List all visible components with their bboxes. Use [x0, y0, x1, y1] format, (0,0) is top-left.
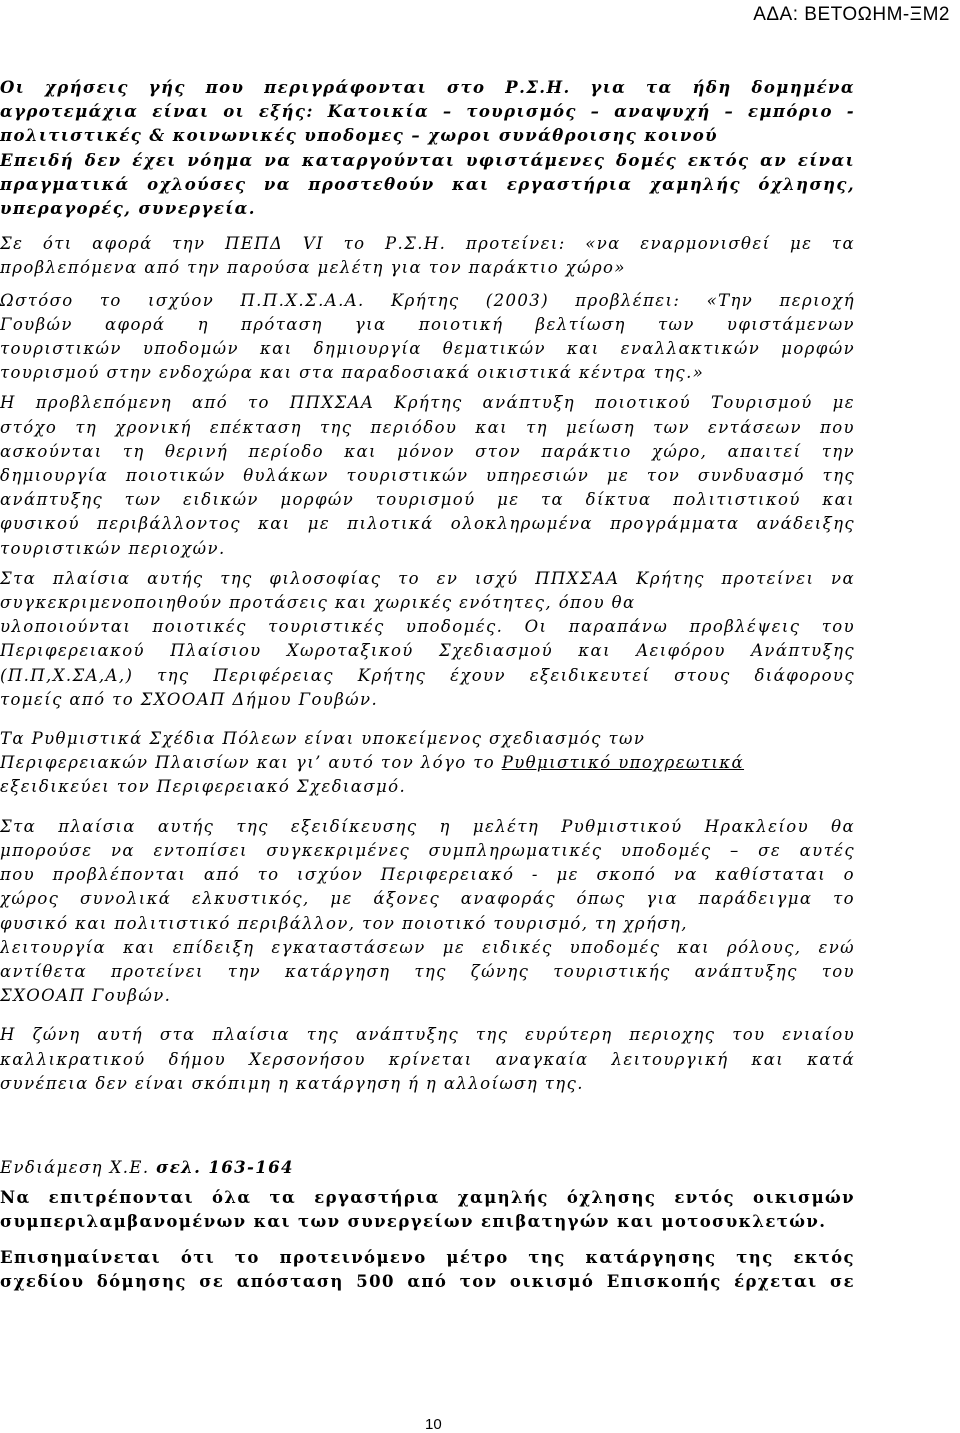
text-line: Γουβών αφορά η πρόταση για ποιοτική βελτίωση των υφιστάμενων: [0, 314, 855, 334]
paragraph-existing-structures: [0, 149, 855, 222]
text-line: συμπεριλαμβανομένων και των συνεργείων επιβατηγών και μοτοσυκλετών.: [0, 1212, 827, 1232]
text-line: που προβλέπονται από το ισχύον Περιφερειακό - με σκοπό να καθίσταται ο: [0, 865, 855, 885]
text-line: φυσικού περιβάλλοντος και με πιλοτικά ολοκληρωμένα προγράμματα ανάδειξης: [0, 514, 855, 534]
document-body: [0, 76, 855, 1294]
reference-pages: σελ. 163-164: [156, 1157, 294, 1177]
text-line: πραγματικά οχλούσες να προστεθούν και εργαστήρια χαμηλής όχλησης,: [0, 174, 855, 194]
text-line: Να επιτρέπονται όλα τα εργαστήρια χαμηλής όχλησης εντός οικισμών: [0, 1188, 855, 1208]
text-line: Η ζώνη αυτή στα πλαίσια της ανάπτυξης της ευρύτερη περιοχης του ενιαίου: [0, 1025, 855, 1045]
text-line: υπεραγορές, συνεργεία.: [0, 199, 256, 219]
text-line: μπορούσε να εντοπίσει συγκεκριμένες συμπληρωματικές υποδομές – σε αυτές: [0, 840, 855, 860]
text-line: χώρος συνολικά ελκυστικός, με άξονες αναφοράς όπως για παράδειγμα το: [0, 889, 855, 909]
text-line: ανάπτυξης των ειδικών μορφών τουρισμού με τα δίκτυα πολιτιστικού και: [0, 490, 855, 510]
paragraph-zone-hersonissos: [0, 1023, 855, 1096]
text-line: Επειδή δεν έχει νόημα να καταργούνται υφιστάμενες δομές εκτός αν είναι: [0, 150, 855, 170]
text-line: ΣΧΟΟΑΠ Γουβών.: [0, 986, 172, 1006]
text-line: Επισημαίνεται ότι το προτεινόμενο μέτρο της κατάργησης της εκτός: [0, 1247, 855, 1267]
text-line: αγροτεμάχια είναι οι εξής: Κατοικία – τουρισμός – αναψυχή – εμπόριο -: [0, 102, 855, 122]
paragraph-philosophy: [0, 567, 855, 712]
paragraph-regulatory-plans: [0, 727, 855, 800]
text-line: Σε ότι αφορά την ΠΕΠΔ VI το Ρ.Σ.Η. προτείνει: «να εναρμονισθεί με τα: [0, 234, 855, 254]
text-line: (Π.Π,Χ.ΣΑ,Α,) της Περιφέρειας Κρήτης έχουν εξειδικευτεί στους διάφορους: [0, 665, 855, 685]
text-line: Οι χρήσεις γής που περιγράφονται στο Ρ.Σ.Η. για τα ήδη δομημένα: [0, 78, 855, 97]
text-line: πολιτιστικές & κοινωνικές υποδομες – χωροι συνάθροισης κοινού: [0, 126, 718, 146]
reference-interim-map: [0, 1156, 855, 1180]
text-line: προβλεπόμενα από την παρούσα μελέτη για τον παράκτιο χώρο»: [0, 258, 626, 278]
text-line: δημιουργία ποιοτικών θυλάκων τουριστικών υπηρεσιών με τον συνδυασμό της: [0, 466, 855, 486]
text-line: σχεδίου δόμησης σε απόσταση 500 από τον οικισμό Επισκοπής έρχεται σε: [0, 1271, 855, 1291]
text-line: λειτουργία και επίδειξη εγκαταστάσεων με ειδικές υποδομές και ρόλους, ενώ: [0, 937, 855, 957]
text-line: τομείς από το ΣΧΟΟΑΠ Δήμου Γουβών.: [0, 689, 379, 709]
text-line: φυσικό και πολιτιστικό περιβάλλον, τον ποιοτικό τουρισμό, τη χρήση,: [0, 913, 688, 933]
text-line: στόχο τη χρονική επέκταση της περιόδου και τη μείωση των εντάσεων που: [0, 417, 855, 437]
text-line: αντίθετα προτείνει την κατάργηση της ζώνης τουριστικής ανάπτυξης του: [0, 961, 855, 981]
text-line: [0, 1156, 855, 1180]
underlined-phrase: Ρυθμιστικό υποχρεωτικά: [501, 753, 745, 773]
text-line: Τα Ρυθμιστικά Σχέδια Πόλεων είναι υποκείμενος σχεδιασμός των: [0, 729, 646, 749]
paragraph-episkopi: [0, 1246, 855, 1294]
paragraph-land-uses: [0, 76, 855, 149]
page-number: 10: [425, 1416, 442, 1433]
ada-code: ΑΔΑ: ΒΕΤΟΩΗΜ-ΞΜ2: [753, 4, 950, 25]
reference-label: Ενδιάμεση Χ.Ε.: [0, 1157, 150, 1177]
text-line: [0, 751, 855, 775]
text-line: εξειδικεύει τον Περιφερειακό Σχεδιασμό.: [0, 777, 407, 797]
paragraph-pepd-vi: [0, 232, 855, 280]
text-line: Περιφερειακού Πλαίσιου Χωροταξικού Σχεδιασμού και Αειφόρου Ανάπτυξης: [0, 641, 855, 661]
text-line: συγκεκριμενοποιηθούν προτάσεις και χωρικές ενότητες, όπου θα: [0, 593, 636, 613]
text-line: συνέπεια δεν είναι σκόπιμη η κατάργηση ή η αλλοίωση της.: [0, 1073, 584, 1093]
text-line: τουριστικών περιοχών.: [0, 538, 226, 558]
paragraph-specialization: [0, 815, 855, 1009]
paragraph-workshops: [0, 1186, 855, 1234]
text-line: ασκούνται τη θερινή περίοδο και μόνον στον παράκτιο χώρο, απαιτεί την: [0, 441, 855, 461]
text-line: τουριστικών υποδομών και δημιουργία θεματικών και εναλλακτικών μορφών: [0, 339, 855, 359]
text-line: καλλικρατικού δήμου Χερσονήσου κρίνεται αναγκαία λειτουργική και κατά: [0, 1049, 855, 1069]
text-line: υλοποιούνται ποιοτικές τουριστικές υποδομές. Οι παραπάνω προβλέψεις του: [0, 617, 855, 637]
text-line: τουρισμού στην ενδοχώρα και στα παραδοσιακά οικιστικά κέντρα της.»: [0, 363, 705, 383]
text-line: Στα πλαίσια αυτής της φιλοσοφίας το εν ισχύ ΠΠΧΣΑΑ Κρήτης προτείνει να: [0, 568, 855, 588]
text-segment: Περιφερειακών Πλαισίων και γι’ αυτό τον λόγο το: [0, 753, 496, 773]
text-line: Η προβλεπόμενη από το ΠΠΧΣΑΑ Κρήτης ανάπτυξη ποιοτικού Τουρισμού με: [0, 393, 855, 413]
text-line: Ωστόσο το ισχύον Π.Π.Χ.Σ.Α.Α. Κρήτης (2003) προβλέπει: «Την περιοχή: [0, 290, 855, 310]
paragraph-ppxsaa-crete: [0, 289, 855, 386]
paragraph-quality-tourism: [0, 391, 855, 560]
text-line: Στα πλαίσια αυτής της εξειδίκευσης η μελέτη Ρυθμιστικού Ηρακλείου θα: [0, 816, 855, 836]
